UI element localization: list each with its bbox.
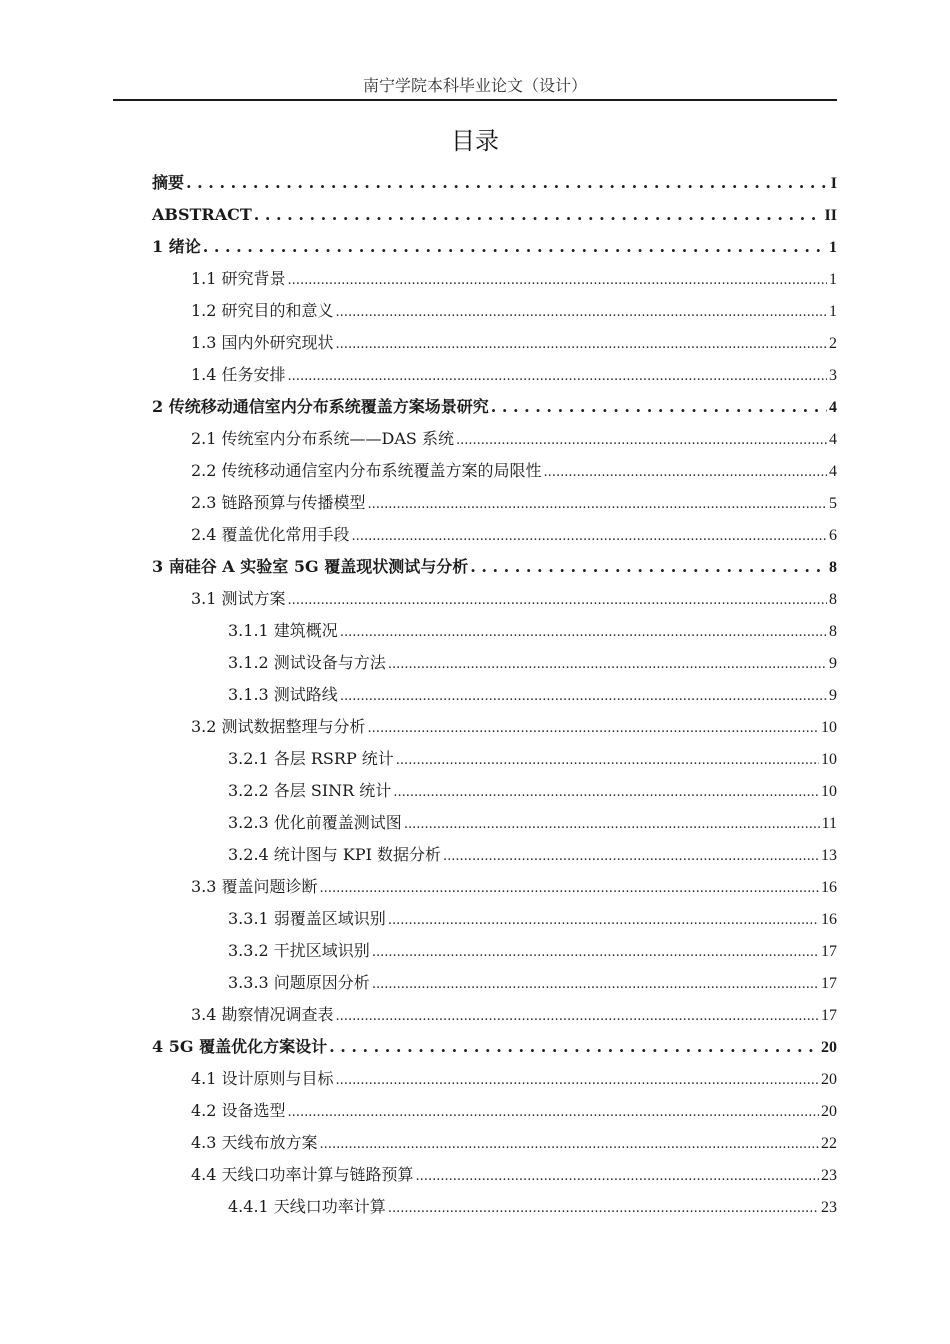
dot-leader [288, 583, 827, 617]
toc-entry[interactable] [152, 359, 837, 391]
toc-entry-title: 1.3 国内外研究现状 [191, 333, 334, 352]
toc-entry-title: 3.4 勘察情况调查表 [191, 1005, 334, 1024]
toc-entry-page-number: 16 [821, 879, 837, 896]
dot-leader [336, 295, 827, 329]
toc-entry[interactable] [152, 295, 837, 327]
toc-entry-page-number: 17 [821, 1007, 837, 1024]
toc-entry-page-number: 23 [821, 1167, 837, 1184]
toc-title: 目录 [451, 127, 499, 155]
dot-leader [368, 487, 827, 521]
toc-entry-title: 摘要 [152, 173, 185, 192]
toc-entry[interactable] [152, 583, 837, 615]
toc-entry-page-number: 5 [829, 495, 837, 512]
toc-entry-title: 4 5G 覆盖优化方案设计 [152, 1037, 328, 1056]
dot-leader [320, 1127, 819, 1161]
toc-entry-page-number: 4 [829, 399, 837, 416]
toc-entry-page-number: 20 [821, 1071, 837, 1088]
toc-entry[interactable] [152, 327, 837, 359]
toc-entry-title: 3 南硅谷 A 实验室 5G 覆盖现状测试与分析 [152, 557, 469, 576]
toc-entry-title: 1 绪论 [152, 237, 201, 256]
toc-entry-title: 3.1.2 测试设备与方法 [228, 653, 386, 672]
dot-leader [368, 711, 819, 745]
toc-entry-title: 3.2.4 统计图与 KPI 数据分析 [228, 845, 442, 864]
toc-entry-page-number: 20 [821, 1039, 837, 1056]
toc-entry[interactable] [152, 999, 837, 1031]
dot-leader [336, 327, 827, 361]
toc-entry-title: 4.1 设计原则与目标 [191, 1069, 334, 1088]
toc-entry-title: ABSTRACT [152, 205, 252, 224]
toc-entry-page-number: 6 [829, 527, 837, 544]
toc-entry-page-number: 20 [821, 1103, 837, 1120]
toc-entry-page-number: 2 [829, 335, 837, 352]
toc-entry[interactable] [152, 1159, 837, 1191]
toc-entry-page-number: 10 [821, 783, 837, 800]
dot-leader [396, 743, 819, 777]
dot-leader [416, 1159, 819, 1193]
toc-entry-title: 2 传统移动通信室内分布系统覆盖方案场景研究 [152, 397, 489, 416]
toc-entry[interactable] [152, 551, 837, 583]
toc-entry-title: 2.4 覆盖优化常用手段 [191, 525, 350, 544]
toc-entry[interactable] [152, 903, 837, 935]
dot-leader [393, 775, 819, 809]
toc-entry-title: 1.4 任务安排 [191, 365, 286, 384]
dot-leader [544, 455, 827, 489]
toc-entry-title: 1.2 研究目的和意义 [191, 301, 334, 320]
toc-entry[interactable] [152, 519, 837, 551]
dot-leader [352, 519, 827, 553]
toc-entry-page-number: 8 [829, 623, 837, 640]
toc-entry[interactable] [152, 1191, 837, 1223]
toc-entry[interactable] [152, 455, 837, 487]
toc-entry-page-number: 1 [829, 271, 837, 288]
dot-leader [340, 615, 827, 649]
dot-leader [288, 1095, 819, 1129]
dot-leader [336, 999, 819, 1033]
dot-leader [443, 839, 819, 873]
toc-entry-title: 3.3.3 问题原因分析 [228, 973, 370, 992]
toc-entry-title: 3.2.2 各层 SINR 统计 [228, 781, 392, 800]
toc-entry-page-number: 9 [829, 655, 837, 672]
toc-entry-page-number: 8 [829, 591, 837, 608]
toc-entry-title: 3.2.3 优化前覆盖测试图 [228, 813, 402, 832]
toc-entry[interactable] [152, 391, 837, 423]
dot-leader [388, 903, 819, 937]
dot-leader [470, 551, 827, 583]
dot-leader [320, 871, 819, 905]
toc-entry-page-number: 10 [821, 751, 837, 768]
toc-entry[interactable] [152, 1127, 837, 1159]
toc-entry[interactable] [152, 967, 837, 999]
dot-leader [186, 167, 829, 199]
toc-entry-page-number: 1 [829, 239, 837, 256]
toc-entry-page-number: 13 [821, 847, 837, 864]
toc-entry-title: 2.2 传统移动通信室内分布系统覆盖方案的局限性 [191, 461, 542, 480]
toc-entry-title: 3.1 测试方案 [191, 589, 286, 608]
toc-entry-title: 3.3 覆盖问题诊断 [191, 877, 318, 896]
toc-entry[interactable] [152, 839, 837, 871]
header-divider [113, 99, 837, 101]
toc-entry[interactable] [152, 775, 837, 807]
toc-entry[interactable] [152, 647, 837, 679]
toc-entry-page-number: 8 [829, 559, 837, 576]
dot-leader [329, 1031, 819, 1063]
toc-entry-title: 2.1 传统室内分布系统——DAS 系统 [191, 429, 454, 448]
dot-leader [288, 263, 827, 297]
toc-entry-title: 1.1 研究背景 [191, 269, 286, 288]
dot-leader [491, 391, 827, 423]
toc-entry-page-number: 16 [821, 911, 837, 928]
toc-entry-page-number: 1 [829, 303, 837, 320]
toc-entry-page-number: 10 [821, 719, 837, 736]
dot-leader [372, 935, 819, 969]
toc-entry-page-number: 11 [821, 815, 837, 832]
toc-entry-page-number: 22 [821, 1135, 837, 1152]
table-of-contents [152, 167, 837, 1223]
toc-entry[interactable] [152, 199, 837, 231]
toc-entry[interactable] [152, 231, 837, 263]
dot-leader [372, 967, 819, 1001]
dot-leader [336, 1063, 819, 1097]
toc-entry-page-number: 9 [829, 687, 837, 704]
toc-entry-page-number: I [830, 175, 837, 192]
toc-entry[interactable] [152, 711, 837, 743]
toc-entry[interactable] [152, 263, 837, 295]
toc-entry-page-number: 23 [821, 1199, 837, 1216]
toc-entry-title: 3.3.2 干扰区域识别 [228, 941, 370, 960]
toc-entry-page-number: 17 [821, 975, 837, 992]
toc-entry[interactable] [152, 807, 837, 839]
toc-entry-page-number: II [824, 207, 837, 224]
dot-leader [203, 231, 827, 263]
page-header: 南宁学院本科毕业论文（设计） [362, 76, 587, 95]
toc-entry[interactable] [152, 1031, 837, 1063]
toc-entry-title: 3.1.1 建筑概况 [228, 621, 338, 640]
dot-leader [456, 423, 827, 457]
toc-entry[interactable] [152, 167, 837, 199]
dot-leader [340, 679, 827, 713]
toc-entry-title: 3.2 测试数据整理与分析 [191, 717, 366, 736]
toc-entry-page-number: 17 [821, 943, 837, 960]
toc-entry[interactable] [152, 743, 837, 775]
toc-entry-title: 4.4.1 天线口功率计算 [228, 1197, 386, 1216]
toc-entry[interactable] [152, 1095, 837, 1127]
toc-entry[interactable] [152, 423, 837, 455]
toc-entry-title: 4.4 天线口功率计算与链路预算 [191, 1165, 414, 1184]
toc-entry-title: 4.3 天线布放方案 [191, 1133, 318, 1152]
toc-entry[interactable] [152, 487, 837, 519]
toc-entry-title: 2.3 链路预算与传播模型 [191, 493, 366, 512]
dot-leader [388, 1191, 819, 1225]
dot-leader [404, 807, 820, 841]
toc-entry-title: 4.2 设备选型 [191, 1101, 286, 1120]
toc-entry[interactable] [152, 935, 837, 967]
toc-entry-title: 3.1.3 测试路线 [228, 685, 338, 704]
toc-entry[interactable] [152, 1063, 837, 1095]
dot-leader [288, 359, 827, 393]
toc-entry-page-number: 4 [829, 431, 837, 448]
dot-leader [388, 647, 827, 681]
toc-entry[interactable] [152, 615, 837, 647]
toc-entry[interactable] [152, 871, 837, 903]
toc-entry[interactable] [152, 679, 837, 711]
toc-entry-page-number: 4 [829, 463, 837, 480]
dot-leader [254, 199, 823, 231]
toc-entry-title: 3.2.1 各层 RSRP 统计 [228, 749, 394, 768]
toc-entry-title: 3.3.1 弱覆盖区域识别 [228, 909, 386, 928]
toc-entry-page-number: 3 [829, 367, 837, 384]
